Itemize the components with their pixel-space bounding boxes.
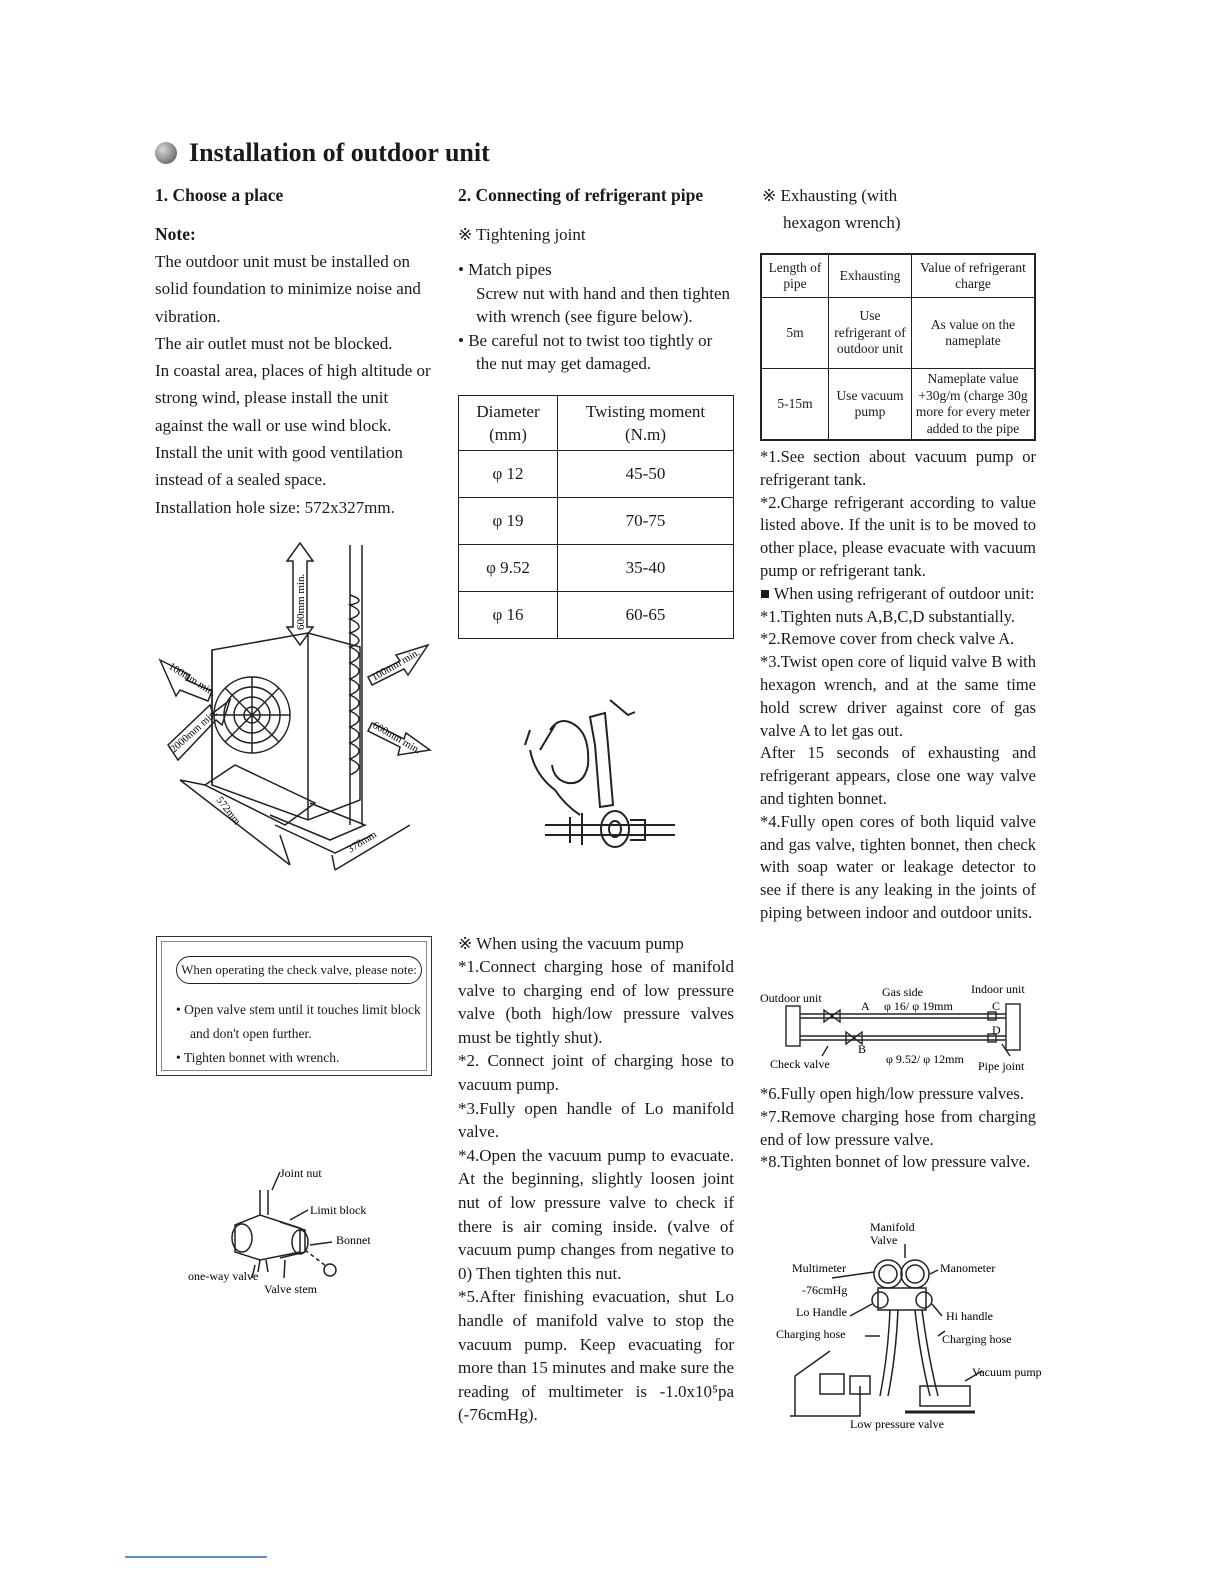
note-label: Note: [155,224,196,244]
bullet-text: Screw nut with hand and then tighten with wrench (see figure below). [476,283,731,327]
note-box-title: When operating the check valve, please note: [176,956,422,984]
gas-size-label: φ 16/ φ 19mm [884,999,953,1013]
section-heading-refrigerant-pipe: 2. Connecting of refrigerant pipe [458,185,704,205]
exhausting-heading-line1: ※ Exhausting (with [762,186,898,205]
clearance-right-upper-label: 100mm min. [370,647,422,684]
limit-block-label: Limit block [310,1203,367,1217]
page-title: Installation of outdoor unit [189,138,490,167]
exhausting-text-a [760,446,1036,925]
lo-handle-label: Lo Handle [796,1305,847,1319]
manometer-label: Manometer [940,1261,996,1275]
table-cell: Nameplate value +30g/m (charge 30g more for every meter added to the pipe [912,369,1036,441]
one-way-valve-label: one-way valve [188,1269,259,1283]
tightening-bullets [458,258,738,376]
list-item: • Be careful not to twist too tightly or [458,330,713,350]
title-bullet-icon [155,142,177,164]
table-cell: 60-65 [558,592,734,639]
paragraph: *7.Remove charging hose from charging end of low pressure valve. [760,1106,1036,1149]
pipe-connection-diagram [756,978,1036,1076]
joint-nut-label: Joint nut [280,1166,322,1180]
step-text: *3.Fully open handle of Lo manifold valve. [458,1098,734,1142]
note-box-list [172,998,427,1070]
clearance-left-lower-label: 2000mm min. [168,707,220,756]
clearance-left-upper-label: 100mm min. [166,661,218,699]
paragraph: *4.Fully open cores of both liquid valve and gas valve, tighten bonnet, then check with soap water or leakage detector to see if there is any leaking in the joints of piping between indoor and outdoor units. [760,811,1036,922]
step-text: *4.Open the vacuum pump to evacuate. At the beginning, slightly loosen joint nut of low pressure valve to check if there is air coming inside. (valve of vacuum pump changes from negative to 0) Then tighten this nut. [458,1145,734,1283]
footer-rule [125,1556,267,1558]
table-cell: 5m [761,298,829,369]
list-item: • Open valve stem until it touches limit block and don't open further. [176,1002,421,1041]
table-cell: Use vacuum pump [829,369,912,441]
page-title-row [155,138,490,168]
table-row [459,498,734,545]
paragraph: The air outlet must not be blocked. [155,333,393,353]
table-header-cell: Value of refrigerant charge [912,254,1036,298]
paragraph: *8.Tighten bonnet of low pressure valve. [760,1152,1031,1172]
step-text: *5.After finishing evacuation, shut Lo handle of manifold valve to stop the vacuum pump. Keep evacuating for more than 15 minutes and make sure the reading of multimeter is -1.0x10⁵pa (-76cmHg). [458,1287,734,1425]
check-valve-diagram [180,1160,400,1300]
gas-side-label: Gas side [882,985,923,999]
note-item-text: Open valve stem until it touches limit block and don't open further. [184,1002,421,1041]
table-cell: 5-15m [761,369,829,441]
exhausting-text-c [760,1083,1036,1174]
note-item-text: Tighten bonnet with wrench. [183,1050,340,1065]
paragraph: *2.Charge refrigerant according to value listed above. If the unit is to be moved to other place, please evacuate with vacuum pump or refrigerant tank. [760,492,1036,580]
indoor-unit-label: Indoor unit [971,982,1025,996]
vacuum-pump-label: Vacuum pump [972,1365,1042,1379]
charging-hose-left-label: Charging hose [776,1327,846,1341]
table-cell: φ 16 [459,592,558,639]
paragraph: In coastal area, places of high altitude or strong wind, please install the unit against the wall or use wind block. [155,361,431,435]
table-row [761,298,1035,369]
vacuum-pump-steps [458,955,734,1427]
bullet-lead: Match pipes [468,260,552,279]
paragraph: After 15 seconds of exhausting and refrigerant appears, close one way valve and tighten bonnet. [760,743,1036,808]
header-line: (N.m) [624,425,667,444]
table-header-row [761,254,1035,298]
hi-handle-label: Hi handle [946,1309,993,1323]
table-cell: As value on the nameplate [912,298,1036,369]
valve-b-label: B [858,1042,867,1056]
table-header-cell: Exhausting [829,254,912,298]
outdoor-unit-label: Outdoor unit [760,991,822,1005]
joint-d-label: D [992,1023,1001,1037]
bullet-lead: Be careful not to twist too tightly or [468,330,713,350]
section-heading-choose-place: 1. Choose a place [155,185,284,205]
choose-place-text [155,248,435,521]
liquid-size-label: φ 9.52/ φ 12mm [886,1052,964,1066]
multimeter-label: Multimeter [792,1261,846,1275]
table-cell: 45-50 [558,451,734,498]
wrench-tightening-illustration [510,695,690,865]
step-text: *2. Connect joint of charging hose to vacuum pump. [458,1051,734,1094]
table-cell: 70-75 [558,498,734,545]
paragraph: Installation hole size: 572x327mm. [155,497,395,517]
table-header-cell [459,396,558,451]
valve-a-label: A [861,999,870,1013]
exhausting-heading-line2: hexagon wrench) [783,213,901,232]
manifold-valve-diagram [770,1216,1060,1436]
paragraph: *6.Fully open high/low pressure valves. [760,1084,1024,1103]
vacuum-pump-heading: ※ When using the vacuum pump [458,934,684,953]
table-row [459,451,734,498]
paragraph: *1.Tighten nuts A,B,C,D substantially. [760,606,1016,626]
list-item: • Tighten bonnet with wrench. [176,1050,340,1065]
check-valve-label: Check valve [770,1057,830,1071]
header-line: (mm) [489,425,527,444]
table-header-cell [558,396,734,451]
paragraph: *3.Twist open core of liquid valve B with hexagon wrench, and at the same time hold screw driver against core of gas valve A to let gas out. [760,652,1036,740]
charging-hose-right-label: Charging hose [942,1332,1012,1346]
table-row [459,545,734,592]
joint-c-label: C [992,999,1001,1013]
table-header-row [459,396,734,451]
table-cell: 35-40 [558,545,734,592]
exhausting-table [760,253,1036,441]
table-cell: Use refrigerant of outdoor unit [829,298,912,369]
header-line: Twisting moment [585,402,706,421]
pipe-joint-label: Pipe joint [978,1059,1025,1073]
table-cell: φ 9.52 [459,545,558,592]
paragraph: Install the unit with good ventilation instead of a sealed space. [155,443,403,490]
bonnet-label: Bonnet [336,1233,371,1247]
table-row [459,592,734,639]
check-valve-note-box [156,936,432,1076]
tightening-joint-heading: ※ Tightening joint [458,225,586,244]
clearance-top-label: 600mm min. [295,573,307,630]
list-item: • Match pipes [458,260,552,279]
low-pressure-valve-label: Low pressure valve [850,1417,944,1431]
table-row [761,369,1035,441]
header-line: Diameter [476,402,540,421]
reading-label: -76cmHg [802,1283,848,1297]
valve-stem-label: Valve stem [264,1282,317,1296]
twisting-moment-table [458,395,734,639]
table-cell: φ 12 [459,451,558,498]
table-header-cell: Length of pipe [761,254,829,298]
unit-depth-label: 378mm [345,829,379,856]
paragraph: The outdoor unit must be installed on solid foundation to minimize noise and vibration. [155,252,421,326]
step-text: *1.Connect charging hose of manifold valve to charging end of low pressure valve (both high/low pressure valves must be tightly shut). [458,957,734,1047]
table-cell: φ 19 [459,498,558,545]
note-box-inner [161,941,427,1071]
valve-label: Valve [870,1233,898,1247]
outdoor-unit-clearance-diagram [150,535,440,885]
paragraph: *1.See section about vacuum pump or refrigerant tank. [760,447,1036,489]
manifold-label: Manifold [870,1220,915,1234]
paragraph: *2.Remove cover from check valve A. [760,629,1015,649]
unit-width-label: 572mm [213,795,243,828]
clearance-right-lower-label: 600mm min. [370,720,423,757]
bullet-text: the nut may get damaged. [476,354,652,374]
square-note: ■ When using refrigerant of outdoor unit: [760,583,1035,603]
